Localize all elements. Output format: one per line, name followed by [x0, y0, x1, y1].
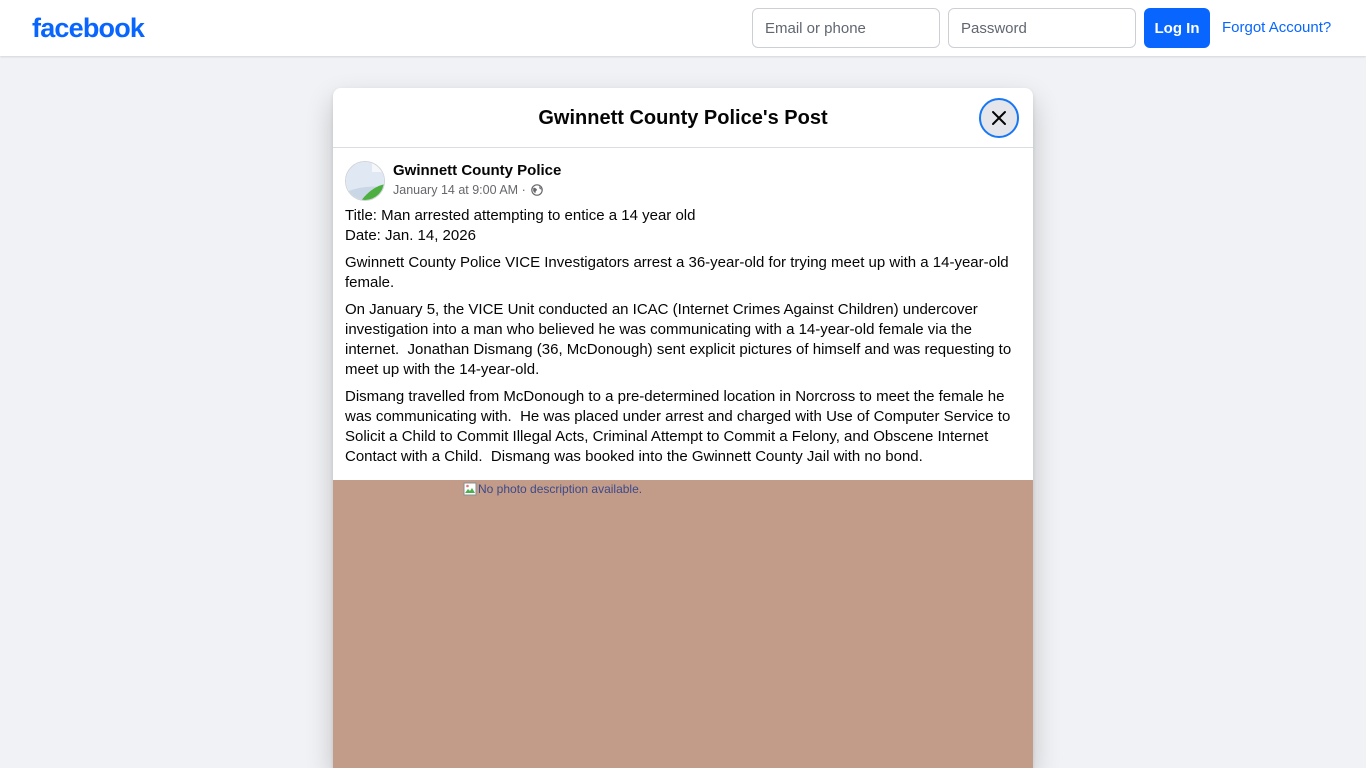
- broken-image-icon: [463, 482, 477, 496]
- log-in-button[interactable]: Log In: [1144, 8, 1210, 48]
- close-icon: [991, 110, 1007, 126]
- meta-separator: ·: [521, 183, 526, 197]
- dialog-title: Gwinnett County Police's Post: [538, 107, 828, 129]
- post-text: [345, 206, 1021, 474]
- email-or-phone-input[interactable]: [752, 8, 940, 48]
- close-dialog-button[interactable]: [979, 98, 1019, 138]
- password-input[interactable]: [948, 8, 1136, 48]
- post-timestamp-link[interactable]: January 14 at 9:00 AM: [393, 183, 519, 197]
- dialog-header: [333, 88, 1033, 148]
- globe-icon: [531, 184, 543, 196]
- post-photo[interactable]: [333, 480, 1033, 768]
- post-author-row: [345, 160, 1021, 202]
- post-paragraph-investigation: On January 5, the VICE Unit conducted an ICAC (Internet Crimes Against Children) undercover investigation into a man who believed he was communicating with a 14-year-old female via the internet. Jonathan Dismang (36, McDonough) sent explicit pictures of himself and was requesting to meet up with the 14-year-old.: [345, 301, 1016, 378]
- photo-alt-label: No photo description available.: [478, 482, 643, 496]
- author-avatar[interactable]: [345, 161, 385, 201]
- photo-alt-text: [463, 481, 642, 497]
- forgot-account-link[interactable]: Forgot Account?: [1222, 19, 1332, 36]
- post-paragraph-summary: Gwinnett County Police VICE Investigators arrest a 36-year-old for trying meet up with a 14-year-old female.: [345, 254, 1013, 291]
- author-name-link[interactable]: Gwinnett County Police: [393, 162, 562, 179]
- post-paragraph-title-date: Title: Man arrested attempting to entice a 14 year old Date: Jan. 14, 2026: [345, 207, 696, 244]
- top-navigation-bar: [0, 0, 1366, 56]
- post-dialog: [333, 88, 1033, 768]
- facebook-logo[interactable]: facebook: [32, 13, 145, 43]
- post-paragraph-arrest: Dismang travelled from McDonough to a pre-determined location in Norcross to meet the female he was communicating with. He was placed under arrest and charged with Use of Computer Service to Solicit a Child to Commit Illegal Acts, Criminal Attempt to Commit a Felony, and Obscene Internet Contact with a Child. Dismang was booked into the Gwinnett County Jail with no bond.: [345, 388, 1015, 465]
- post-meta: [393, 182, 543, 198]
